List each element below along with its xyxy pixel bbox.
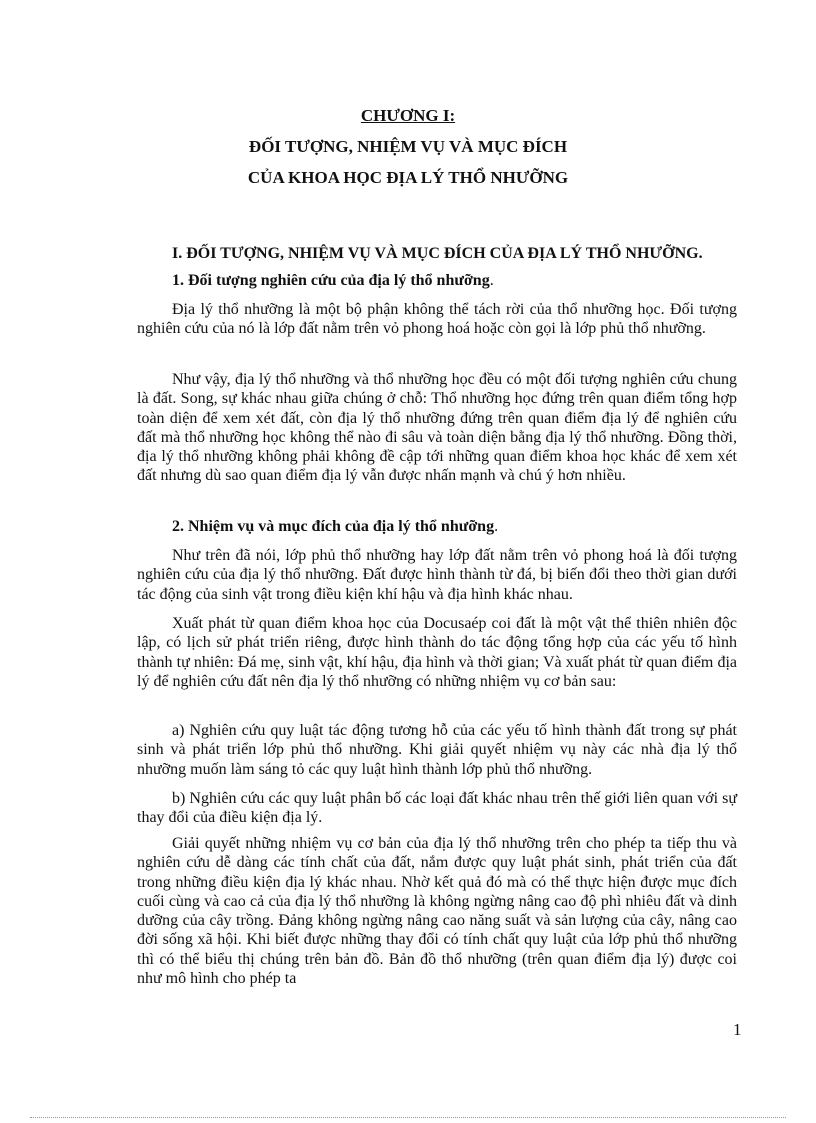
chapter-label: CHƯƠNG I: <box>360 106 456 125</box>
section-title: I. ĐỐI TƯỢNG, NHIỆM VỤ VÀ MỤC ĐÍCH CỦA ĐỊA LÝ THỔ NHƯỠNG. <box>172 245 703 262</box>
subsection-title-2-text: 2. Nhiệm vụ và mục đích của địa lý thổ nhưỡng <box>172 518 495 535</box>
chapter-title-line-1: ĐỐI TƯỢNG, NHIỆM VỤ VÀ MỤC ĐÍCH <box>248 137 568 156</box>
paragraph-2: Như vậy, địa lý thổ nhưỡng và thổ nhưỡng học đều có một đối tượng nghiên cứu chung là đất. Song, sự khác nhau giữa chúng ở chỗ: Thổ nhưỡng học đứng trên quan điểm tổng hợp toàn diện để xem xét đất, còn địa lý thổ nhưỡng đứng trên quan điểm địa lý để nghiên cứu đất mà thổ nhưỡng học không thể nào đi sâu và toàn diện bằng địa lý thổ nhưỡng. Đồng thời, địa lý thổ nhưỡng không phải không đề cập tới những quan điểm khoa học khác để xem xét đất nhưng dù sao quan điểm địa lý vẫn được nhấn mạnh và chú ý hơn nhiều. <box>137 371 737 485</box>
subsection-title-1 <box>172 272 494 290</box>
paragraph-1: Địa lý thổ nhưỡng là một bộ phận không thể tách rời của thổ nhưỡng học. Đối tượng nghiên cứu của nó là lớp đất nằm trên vỏ phong hoá hoặc còn gọi là lớp phủ thổ nhưỡng. <box>137 301 737 338</box>
chapter-heading <box>0 100 816 193</box>
paragraph-6: b) Nghiên cứu các quy luật phân bố các loại đất khác nhau trên thế giới liên quan với sự thay đổi của điều kiện địa lý. <box>137 790 737 827</box>
subsection-title-1-punct: . <box>489 272 494 289</box>
paragraph-4: Xuất phát từ quan điểm khoa học của Docusaép coi đất là một vật thể thiên nhiên độc lập, có lịch sử phát triển riêng, được hình thành do tác động tổng hợp của các yếu tố hình thành tự nhiên: Đá mẹ, sinh vật, khí hậu, địa hình và thời gian; Và xuất phát từ quan điểm địa lý để nghiên cứu đất nên địa lý thổ nhưỡng có những nhiệm vụ cơ bản sau: <box>137 615 737 690</box>
paragraph-5: a) Nghiên cứu quy luật tác động tương hỗ của các yếu tố hình thành đất trong sự phát sinh và phát triển lớp phủ thổ nhưỡng. Khi giải quyết nhiệm vụ này các nhà địa lý thổ nhưỡng muốn làm sáng tỏ các quy luật hình thành lớp phủ thổ nhưỡng. <box>137 722 737 778</box>
subsection-title-1-text: 1. Đối tượng nghiên cứu của địa lý thổ nhưỡng <box>172 272 490 289</box>
chapter-title-line-2: CỦA KHOA HỌC ĐỊA LÝ THỔ NHƯỠNG <box>247 168 569 187</box>
page-bottom-divider <box>30 1117 786 1118</box>
subsection-title-2-punct: . <box>494 518 499 535</box>
page-number: 1 <box>733 1020 742 1039</box>
subsection-title-2 <box>172 518 498 536</box>
paragraph-3: Như trên đã nói, lớp phủ thổ nhưỡng hay lớp đất nằm trên vỏ phong hoá là đối tượng nghiên cứu của địa lý thổ nhưỡng. Đất được hình thành từ đá, bị biến đổi theo thời gian dưới tác động của sinh vật trong điều kiện khí hậu và địa hình khác nhau. <box>137 547 737 603</box>
paragraph-7: Giải quyết những nhiệm vụ cơ bản của địa lý thổ nhưỡng trên cho phép ta tiếp thu và nghiên cứu dễ dàng các tính chất của đất, nắm được quy luật phát sinh, phát triển của đất trong những điều kiện địa lý khác nhau. Nhờ kết quả đó mà có thể thực hiện được mục đích cuối cùng và cao cả của địa lý thổ nhưỡng là không ngừng nâng cao độ phì nhiêu đất và dinh dưỡng của cây trồng. Đảng không ngừng nâng cao năng suất và sản lượng của cây, nâng cao đời sống xã hội. Khi biết được những thay đổi có tính chất quy luật của lớp phủ thổ nhưỡng thì có thể biểu thị chúng trên bản đồ. Bản đồ thổ nhưỡng (trên quan điểm địa lý) được coi như mô hình cho phép ta <box>137 835 737 988</box>
